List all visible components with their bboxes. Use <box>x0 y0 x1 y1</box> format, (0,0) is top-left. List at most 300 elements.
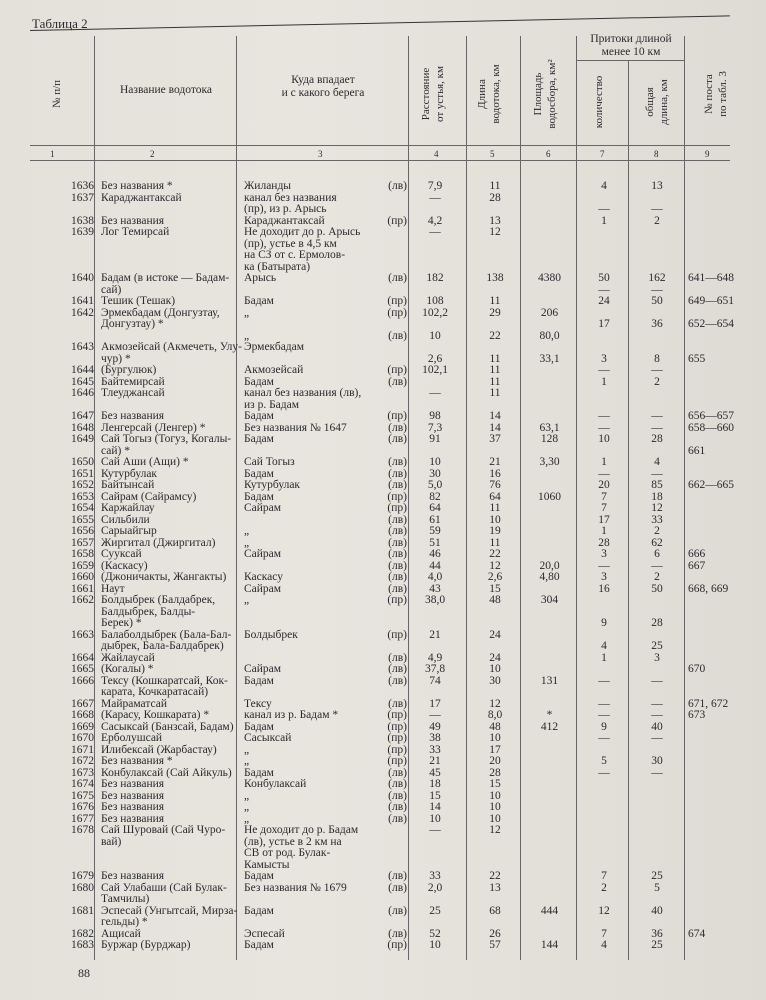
cell-post: 673 <box>688 709 706 721</box>
cell-tlen: 40 <box>651 905 663 917</box>
cell-len: 22 <box>489 330 501 342</box>
cell-len: 68 <box>489 905 501 917</box>
cell-name: Балдыбрек, Балды- <box>101 606 196 618</box>
cell-num: 1636 <box>71 180 94 192</box>
cell-name: Сасыксай (Банзсай, Бадам) <box>101 721 234 733</box>
cell-num: 1637 <box>71 192 94 204</box>
cell-num: 1667 <box>71 698 94 710</box>
cell-dist: 2,6 <box>427 353 443 365</box>
cell-num: 1662 <box>71 594 94 606</box>
cell-len: 11 <box>489 353 501 365</box>
cell-dist: 45 <box>429 767 441 779</box>
cell-into: Бадам <box>244 491 274 503</box>
column-number: 5 <box>490 149 495 159</box>
cell-area: 444 <box>540 905 559 917</box>
cell-num: 1638 <box>71 215 94 227</box>
cell-into: „ <box>244 790 250 802</box>
cell-into: из р. Бадам <box>244 399 300 411</box>
cell-area: 206 <box>540 307 559 319</box>
cell-num: 1681 <box>71 905 94 917</box>
cell-side: (пр) <box>387 721 407 733</box>
cell-len: 21 <box>489 456 501 468</box>
cell-tlen: 162 <box>648 272 666 284</box>
cell-num: 1669 <box>71 721 94 733</box>
cell-trib: — <box>598 767 610 779</box>
cell-trib: 1 <box>601 456 607 468</box>
cell-into: Бадам <box>244 376 274 388</box>
cell-trib: — <box>598 422 610 434</box>
cell-num: 1676 <box>71 801 94 813</box>
cell-side: (пр) <box>387 594 407 606</box>
cell-len: 29 <box>489 307 501 319</box>
cell-into: Эрмекбадам <box>244 341 305 353</box>
cell-name: Без названия <box>101 801 165 813</box>
cell-dist: 5,0 <box>427 479 443 491</box>
column-number: 7 <box>600 149 605 159</box>
cell-into: „ <box>244 744 250 756</box>
cell-trib: 1 <box>601 376 607 388</box>
cell-dist: 25 <box>429 905 441 917</box>
cell-len: 48 <box>489 721 501 733</box>
cell-tlen: — <box>651 675 663 687</box>
cell-into: Сай Тогыз <box>244 456 295 468</box>
cell-into: канал из р. Бадам * <box>244 709 339 721</box>
cell-dist: — <box>429 192 441 204</box>
cell-len: 15 <box>489 778 501 790</box>
cell-tlen: 50 <box>651 583 663 595</box>
cell-tlen: 28 <box>651 433 663 445</box>
cell-len: 11 <box>489 502 501 514</box>
cell-dist: 21 <box>429 629 441 641</box>
cell-num: 1677 <box>71 813 94 825</box>
cell-num: 1642 <box>71 307 94 319</box>
cell-len: 24 <box>489 629 501 641</box>
cell-len: 28 <box>489 192 501 204</box>
cell-post: 670 <box>688 663 706 675</box>
cell-trib: 20 <box>598 479 610 491</box>
cell-into: Бадам <box>244 939 274 951</box>
table-row <box>0 203 766 215</box>
cell-name: Акмозейсай (Акмечеть, Улу- <box>101 341 242 353</box>
cell-num: 1663 <box>71 629 94 641</box>
column-number: 6 <box>546 149 551 159</box>
header-into-2: и с какого берега <box>281 87 365 99</box>
cell-side: (пр) <box>387 744 407 756</box>
cell-len: 17 <box>489 744 501 756</box>
cell-side: (пр) <box>387 732 407 744</box>
cell-num: 1641 <box>71 295 94 307</box>
cell-trib: 7 <box>601 491 607 503</box>
column-number: 4 <box>434 149 439 159</box>
cell-len: 10 <box>489 663 501 675</box>
cell-side: (лв) <box>388 652 407 664</box>
cell-trib: — <box>598 203 610 215</box>
cell-name: Лог Темирсай <box>101 226 170 238</box>
cell-side: (лв) <box>388 928 407 940</box>
cell-name: Тексу (Кошкаратсай, Кок- <box>101 675 228 687</box>
table-row <box>0 640 766 652</box>
cell-tlen: 28 <box>651 617 663 629</box>
cell-into: Арысь <box>244 272 277 284</box>
table-row <box>0 778 766 790</box>
cell-len: 13 <box>489 215 501 227</box>
cell-trib: 7 <box>601 928 607 940</box>
cell-num: 1639 <box>71 226 94 238</box>
cell-side: (лв) <box>388 790 407 802</box>
cell-num: 1670 <box>71 732 94 744</box>
cell-post: 661 <box>688 445 706 457</box>
cell-side: (лв) <box>388 272 407 284</box>
cell-num: 1650 <box>71 456 94 468</box>
cell-num: 1672 <box>71 755 94 767</box>
cell-name: Сильбили <box>101 514 150 526</box>
cell-len: 11 <box>489 537 501 549</box>
header-rule <box>30 145 730 146</box>
cell-tlen: 2 <box>654 376 660 388</box>
cell-num: 1671 <box>71 744 94 756</box>
cell-name: Байтемирсай <box>101 376 165 388</box>
cell-num: 1640 <box>71 272 94 284</box>
cell-post: 674 <box>688 928 706 940</box>
cell-post: 655 <box>688 353 706 365</box>
cell-tlen: — <box>651 422 663 434</box>
cell-tlen: 6 <box>654 548 660 560</box>
cell-len: 76 <box>489 479 501 491</box>
cell-trib: 1 <box>601 652 607 664</box>
cell-into: „ <box>244 525 250 537</box>
cell-name: Кутурбулак <box>101 468 158 480</box>
table-row <box>0 226 766 238</box>
cell-num: 1660 <box>71 571 94 583</box>
cell-dist: 10 <box>429 939 441 951</box>
cell-num: 1664 <box>71 652 94 664</box>
cell-len: 57 <box>489 939 501 951</box>
table-row <box>0 594 766 606</box>
cell-num: 1645 <box>71 376 94 388</box>
cell-dist: 18 <box>429 778 441 790</box>
cell-len: 22 <box>489 870 501 882</box>
cell-trib: 10 <box>598 433 610 445</box>
cell-into: „ <box>244 307 250 319</box>
cell-name: Болдыбрек (Балдабрек, <box>101 594 216 606</box>
table-row <box>0 272 766 284</box>
cell-side: (лв) <box>388 571 407 583</box>
cell-num: 1674 <box>71 778 94 790</box>
cell-area: 3,30 <box>539 456 560 468</box>
cell-into: Акмозейсай <box>244 364 304 376</box>
cell-name: Ерболушсай <box>101 732 163 744</box>
cell-name: Без названия <box>101 870 165 882</box>
cell-side: (лв) <box>388 778 407 790</box>
cell-name: Эрмекбадам (Донгузтау, <box>101 307 220 319</box>
cell-into: Сайрам <box>244 502 282 514</box>
table-title: Таблица 2 <box>32 16 88 31</box>
cell-into: Без названия № 1647 <box>244 422 347 434</box>
cell-len: 11 <box>489 295 501 307</box>
table-row <box>0 433 766 445</box>
cell-into: Сайрам <box>244 583 282 595</box>
cell-dist: 59 <box>429 525 441 537</box>
column-number-rule <box>30 160 730 161</box>
cell-dist: 4,9 <box>427 652 443 664</box>
header-len-1: Длина <box>476 79 488 109</box>
cell-len: 10 <box>489 801 501 813</box>
cell-num: 1652 <box>71 479 94 491</box>
cell-dist: 74 <box>429 675 441 687</box>
cell-post: 649—651 <box>688 295 734 307</box>
cell-name: сай) * <box>101 445 130 457</box>
header-post-1: № поста <box>703 74 715 114</box>
cell-name: (Когалы) * <box>101 663 154 675</box>
cell-into: СВ от род. Булак- <box>244 847 331 859</box>
cell-len: 13 <box>489 882 501 894</box>
table-row <box>0 686 766 698</box>
cell-len: 24 <box>489 652 501 664</box>
table-row <box>0 318 766 330</box>
table-row <box>0 847 766 859</box>
cell-tlen: 2 <box>654 525 660 537</box>
cell-into: Кутурбулак <box>244 479 301 491</box>
cell-name: Тлеуджансай <box>101 387 165 399</box>
cell-num: 1665 <box>71 663 94 675</box>
cell-name: Сарыайгыр <box>101 525 157 537</box>
header-num: № п/п <box>51 79 63 109</box>
cell-num: 1673 <box>71 767 94 779</box>
cell-into: Жиланды <box>244 180 292 192</box>
cell-side: (пр) <box>387 410 407 422</box>
cell-trib: 3 <box>601 571 607 583</box>
cell-tlen: 25 <box>651 939 663 951</box>
cell-name: сай) <box>101 284 122 296</box>
cell-dist: 7,9 <box>427 180 443 192</box>
header-area-2: водосбора, км² <box>546 59 558 129</box>
table-row <box>0 410 766 422</box>
cell-dist: 51 <box>429 537 441 549</box>
cell-post: 641—648 <box>688 272 734 284</box>
header-post-2: по табл. 3 <box>717 71 729 117</box>
cell-into: канал без названия <box>244 192 337 204</box>
cell-into: Бадам <box>244 721 274 733</box>
cell-name: Тамчилы) <box>101 893 150 905</box>
table-row <box>0 479 766 491</box>
cell-dist: 91 <box>429 433 441 445</box>
cell-len: 22 <box>489 548 501 560</box>
cell-side: (лв) <box>388 698 407 710</box>
cell-tlen: — <box>651 284 663 296</box>
cell-name: (Бургулюк) <box>101 364 157 376</box>
cell-name: Без названия <box>101 410 165 422</box>
cell-trib: 16 <box>598 583 610 595</box>
cell-tlen: 4 <box>654 456 660 468</box>
cell-trib: 28 <box>598 537 610 549</box>
column-number: 3 <box>318 149 323 159</box>
cell-name: Сайрам (Сайрамсу) <box>101 491 197 503</box>
cell-tlen: 36 <box>651 928 663 940</box>
cell-len: 16 <box>489 468 501 480</box>
cell-into: Бадам <box>244 295 274 307</box>
cell-len: 14 <box>489 410 501 422</box>
cell-num: 1678 <box>71 824 94 836</box>
cell-post: 667 <box>688 560 706 572</box>
cell-len: 12 <box>489 698 501 710</box>
cell-into: (пр), из р. Арысь <box>244 203 327 215</box>
cell-dist: — <box>429 824 441 836</box>
cell-side: (пр) <box>387 502 407 514</box>
cell-area: 412 <box>540 721 559 733</box>
cell-name: Без названия <box>101 790 165 802</box>
cell-trib: — <box>598 560 610 572</box>
cell-trib: — <box>598 284 610 296</box>
cell-side: (пр) <box>387 491 407 503</box>
cell-dist: — <box>429 709 441 721</box>
header-area-1: Площадь <box>532 72 544 116</box>
cell-name: дыбрек, Бала-Балдабрек) <box>101 640 224 652</box>
cell-side: (лв) <box>388 422 407 434</box>
cell-len: 10 <box>489 514 501 526</box>
cell-tlen: 85 <box>651 479 663 491</box>
cell-num: 1666 <box>71 675 94 687</box>
cell-into: „ <box>244 755 250 767</box>
cell-side: (лв) <box>388 330 407 342</box>
cell-trib: 1 <box>601 525 607 537</box>
cell-num: 1651 <box>71 468 94 480</box>
cell-name: Караджантаксай <box>101 192 182 204</box>
cell-tlen: 13 <box>651 180 663 192</box>
cell-len: 10 <box>489 790 501 802</box>
cell-dist: 82 <box>429 491 441 503</box>
cell-trib: — <box>598 732 610 744</box>
cell-len: 20 <box>489 755 501 767</box>
cell-dist: 43 <box>429 583 441 595</box>
cell-name: карата, Кочкаратасай) <box>101 686 209 698</box>
cell-side: (лв) <box>388 433 407 445</box>
cell-dist: 33 <box>429 870 441 882</box>
cell-num: 1643 <box>71 341 94 353</box>
table-row <box>0 732 766 744</box>
cell-dist: 98 <box>429 410 441 422</box>
cell-name: Эспесай (Унгытсай, Мирза- <box>101 905 238 917</box>
cell-side: (лв) <box>388 675 407 687</box>
cell-tlen: 36 <box>651 318 663 330</box>
table-row <box>0 295 766 307</box>
cell-dist: 15 <box>429 790 441 802</box>
table-row <box>0 916 766 928</box>
cell-tlen: 30 <box>651 755 663 767</box>
column-number: 1 <box>50 149 55 159</box>
cell-side: (пр) <box>387 364 407 376</box>
cell-name: Балаболдыбрек (Бала-Бал- <box>101 629 232 641</box>
cell-len: 2,6 <box>487 571 503 583</box>
cell-into: „ <box>244 594 250 606</box>
cell-len: 15 <box>489 583 501 595</box>
table-row <box>0 180 766 192</box>
table-row <box>0 663 766 675</box>
cell-trib: 50 <box>598 272 610 284</box>
cell-post: 656—657 <box>688 410 734 422</box>
cell-name: (Джоничакты, Жангакты) <box>101 571 227 583</box>
cell-name: чур) * <box>101 353 131 365</box>
cell-tlen: 2 <box>654 215 660 227</box>
cell-num: 1659 <box>71 560 94 572</box>
header-trib-len-2: длина, км <box>658 79 670 125</box>
cell-name: Без названия <box>101 215 165 227</box>
cell-side: (лв) <box>388 479 407 491</box>
cell-trib: 24 <box>598 295 610 307</box>
cell-dist: — <box>429 387 441 399</box>
cell-len: 138 <box>486 272 504 284</box>
cell-into: Бадам <box>244 410 274 422</box>
table-row <box>0 870 766 882</box>
cell-into: Караджантаксай <box>244 215 325 227</box>
cell-len: 28 <box>489 767 501 779</box>
cell-dist: 10 <box>429 330 441 342</box>
table-row <box>0 571 766 583</box>
cell-name: Без названия <box>101 813 165 825</box>
cell-into: ка (Батырата) <box>244 261 311 273</box>
cell-area: 131 <box>540 675 559 687</box>
cell-len: 12 <box>489 560 501 572</box>
cell-side: (лв) <box>388 537 407 549</box>
cell-trib: — <box>598 675 610 687</box>
cell-tlen: — <box>651 698 663 710</box>
cell-area: 304 <box>540 594 559 606</box>
table-row <box>0 893 766 905</box>
cell-tlen: 5 <box>654 882 660 894</box>
cell-name: вай) <box>101 836 122 848</box>
cell-area: * <box>546 709 553 721</box>
cell-trib: — <box>598 468 610 480</box>
cell-trib: 3 <box>601 353 607 365</box>
cell-trib: 12 <box>598 905 610 917</box>
cell-post: 658—660 <box>688 422 734 434</box>
cell-dist: 37,8 <box>424 663 446 675</box>
cell-into: Не доходит до р. Бадам <box>244 824 359 836</box>
cell-into: Без названия № 1679 <box>244 882 347 894</box>
cell-dist: 102,2 <box>422 307 448 319</box>
cell-len: 12 <box>489 824 501 836</box>
cell-len: 64 <box>489 491 501 503</box>
top-rule <box>30 15 730 31</box>
cell-side: (лв) <box>388 376 407 388</box>
cell-name: Ащисай <box>101 928 141 940</box>
header-len-2: водотока, км <box>490 64 502 124</box>
cell-name: Наут <box>101 583 125 595</box>
cell-dist: 44 <box>429 560 441 572</box>
page-number: 88 <box>78 966 90 980</box>
cell-name: Бадам (в истоке — Бадам- <box>101 272 230 284</box>
cell-dist: 10 <box>429 813 441 825</box>
cell-name: Жайлаусай <box>101 652 155 664</box>
cell-num: 1682 <box>71 928 94 940</box>
cell-into: Не доходит до р. Арысь <box>244 226 361 238</box>
cell-tlen: 50 <box>651 295 663 307</box>
cell-into: Болдыбрек <box>244 629 298 641</box>
cell-side: (лв) <box>388 525 407 537</box>
cell-tlen: 62 <box>651 537 663 549</box>
cell-tlen: 12 <box>651 502 663 514</box>
cell-area: 20,0 <box>539 560 560 572</box>
cell-into: на СЗ от с. Ермолов- <box>244 249 346 261</box>
cell-side: (пр) <box>387 709 407 721</box>
cell-post: 666 <box>688 548 706 560</box>
cell-trib: 2 <box>601 882 607 894</box>
cell-into: „ <box>244 537 250 549</box>
cell-name: гельды) * <box>101 916 148 928</box>
cell-area: 128 <box>540 433 559 445</box>
cell-trib: 4 <box>601 939 607 951</box>
cell-side: (лв) <box>388 583 407 595</box>
cell-dist: 52 <box>429 928 441 940</box>
